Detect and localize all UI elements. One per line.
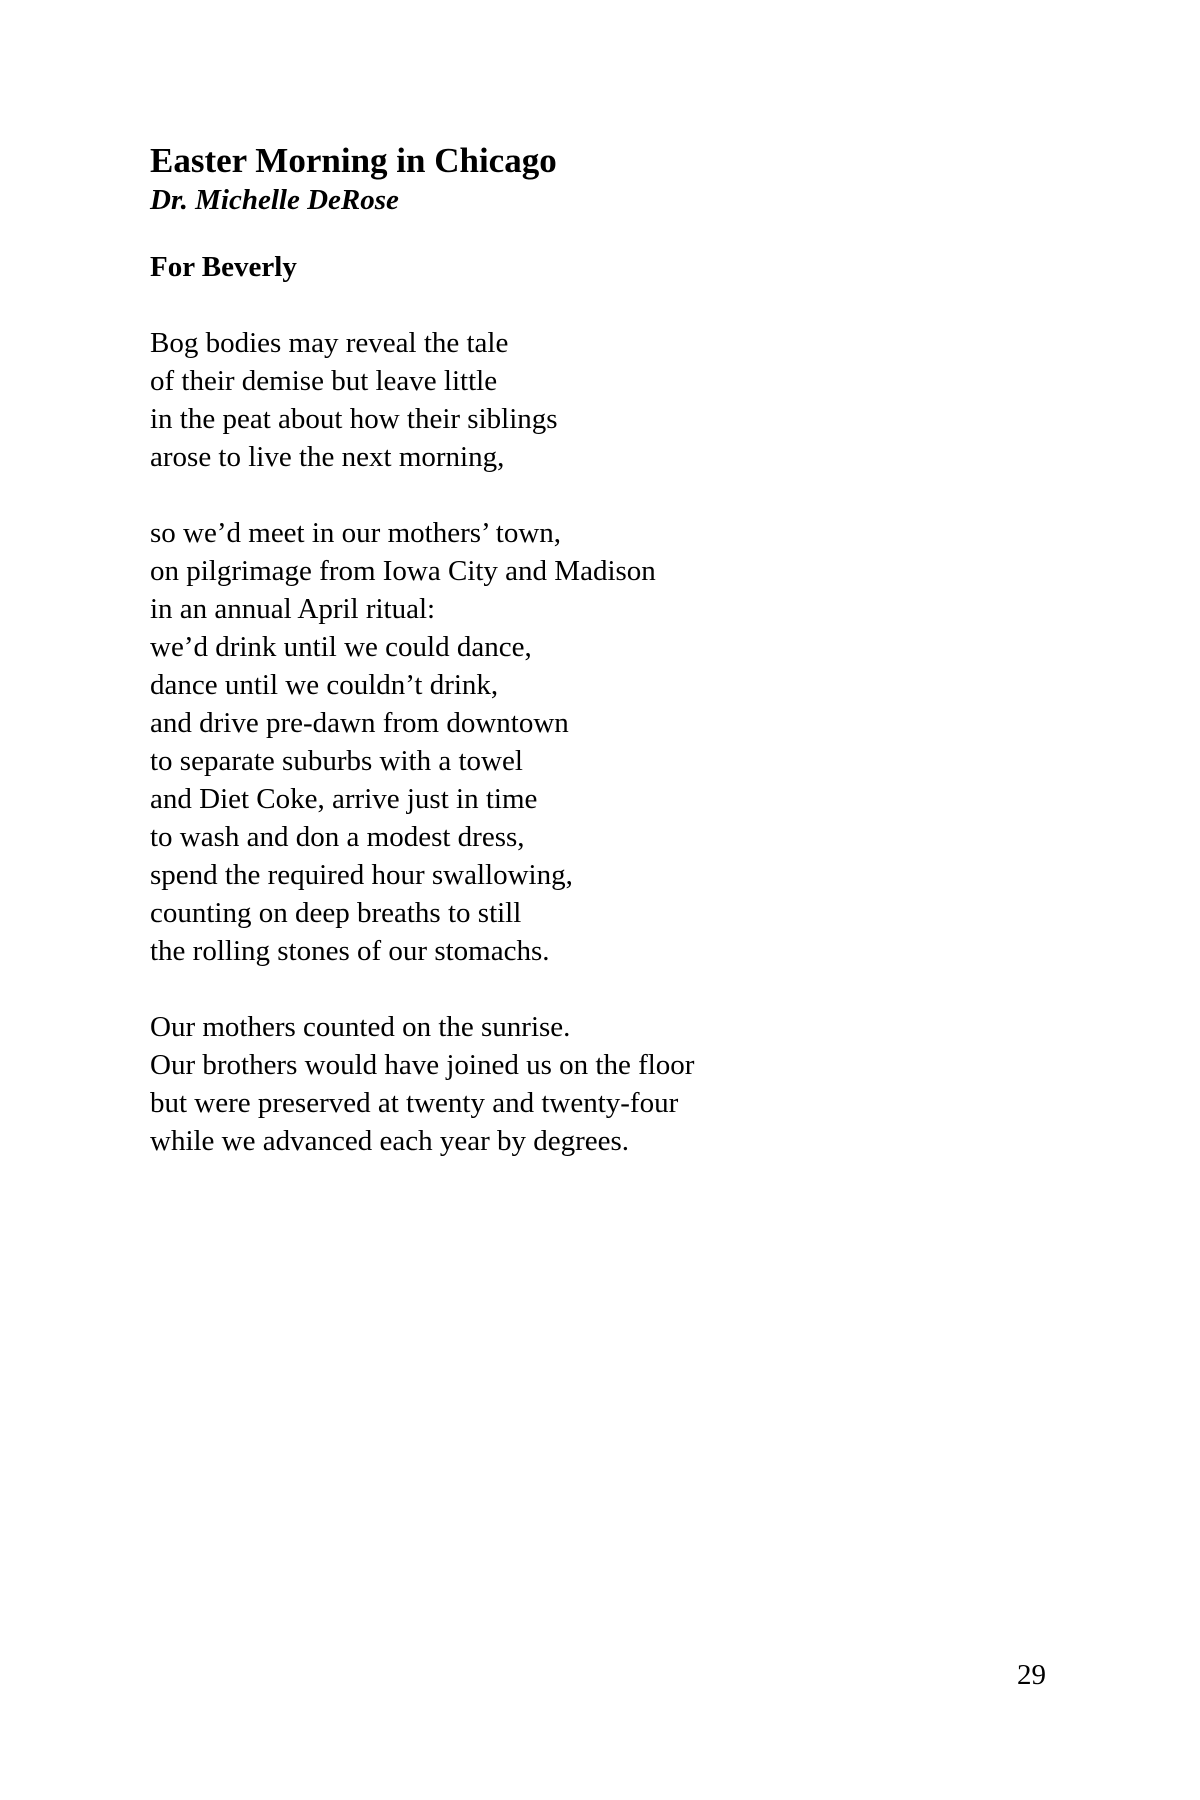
poem-line: dance until we couldn’t drink,: [150, 669, 499, 701]
poem-line: so we’d meet in our mothers’ town,: [150, 517, 562, 549]
poem-body: [150, 324, 1050, 1160]
poem-line: arose to live the next morning,: [150, 441, 505, 473]
poem-line: of their demise but leave little: [150, 365, 498, 397]
poem-line: Our mothers counted on the sunrise.: [150, 1011, 571, 1043]
poem-line: Our brothers would have joined us on the floor: [150, 1049, 695, 1081]
poem-line: while we advanced each year by degrees.: [150, 1125, 630, 1157]
poem-line: Bog bodies may reveal the tale: [150, 327, 509, 359]
stanza-1: [150, 324, 1050, 476]
poem-line: on pilgrimage from Iowa City and Madison: [150, 555, 656, 587]
poem-author: Dr. Michelle DeRose: [150, 184, 399, 216]
poem-line: in an annual April ritual:: [150, 593, 436, 625]
page-number: 29: [1017, 1659, 1046, 1691]
poem-line: in the peat about how their siblings: [150, 403, 558, 435]
poem-line: to wash and don a modest dress,: [150, 821, 525, 853]
poem-line: but were preserved at twenty and twenty-four: [150, 1087, 679, 1119]
stanza-2: [150, 514, 1050, 970]
poem-line: and Diet Coke, arrive just in time: [150, 783, 538, 815]
poem-content: [150, 140, 1050, 1198]
poem-line: counting on deep breaths to still: [150, 897, 522, 929]
poem-line: and drive pre-dawn from downtown: [150, 707, 569, 739]
stanza-3: [150, 1008, 1050, 1160]
poem-line: spend the required hour swallowing,: [150, 859, 573, 891]
poem-line: the rolling stones of our stomachs.: [150, 935, 550, 967]
poem-title: Easter Morning in Chicago: [150, 141, 557, 180]
poem-dedication: For Beverly: [150, 251, 297, 283]
poem-line: to separate suburbs with a towel: [150, 745, 523, 777]
poem-line: we’d drink until we could dance,: [150, 631, 532, 663]
